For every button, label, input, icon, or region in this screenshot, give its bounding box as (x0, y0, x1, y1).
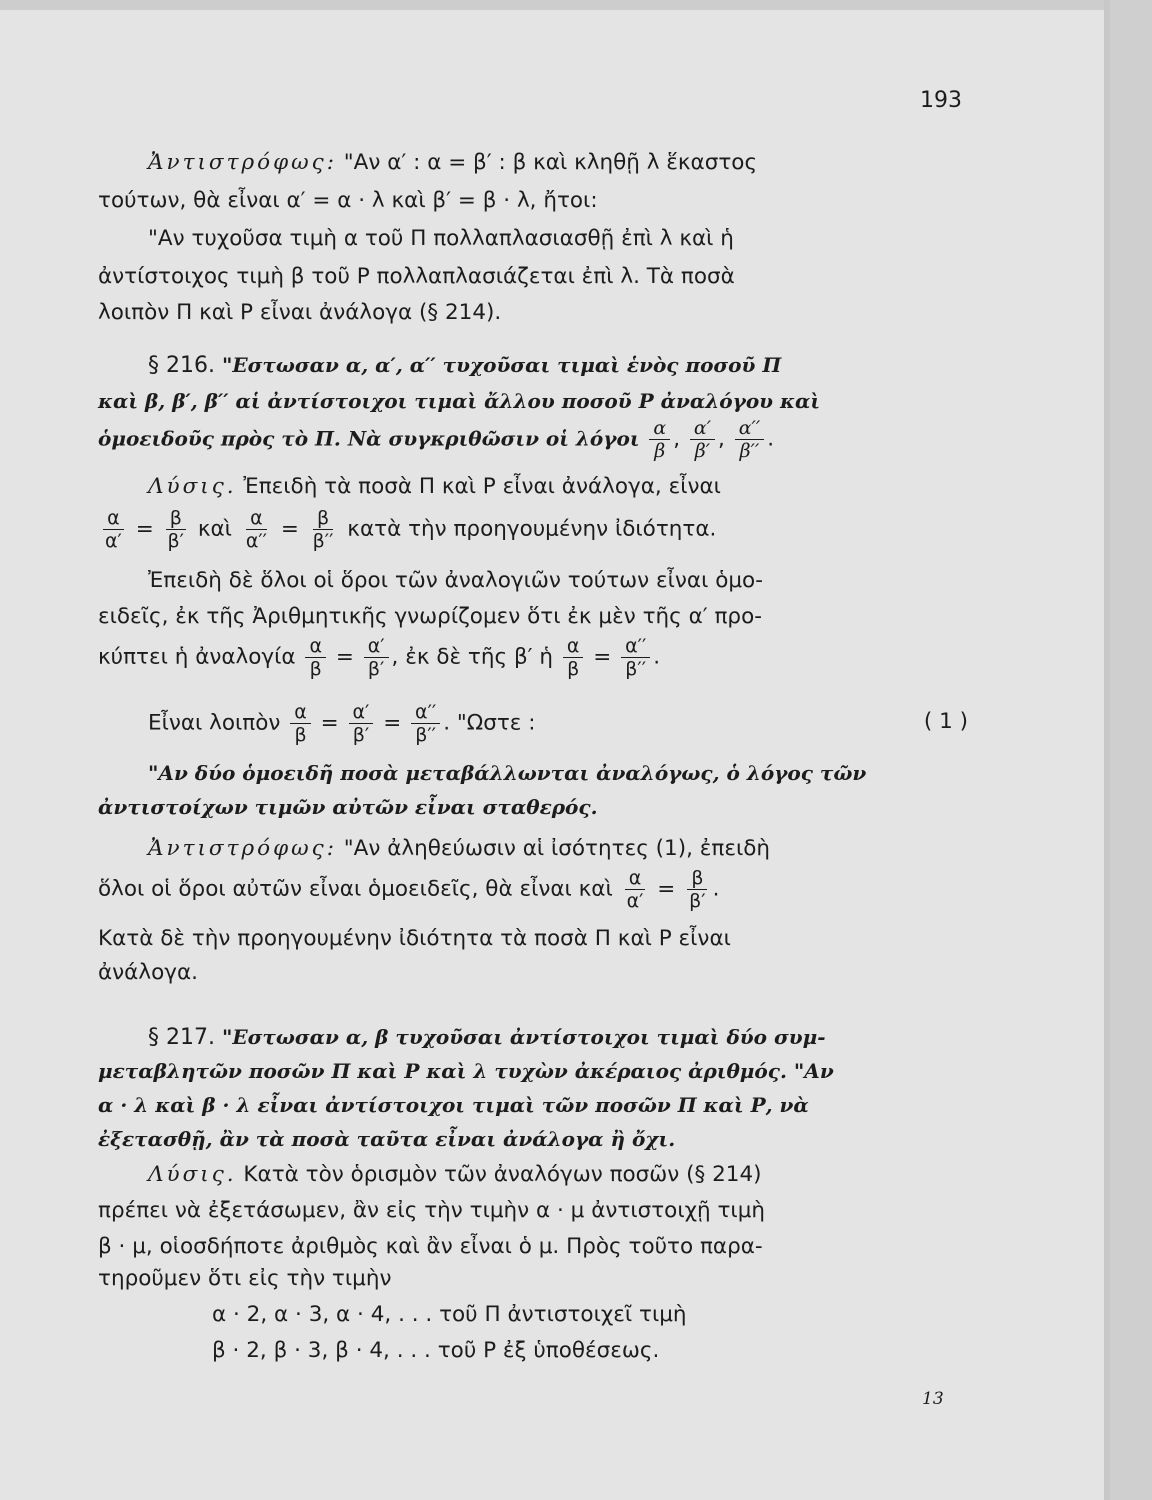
page-number: 193 (920, 88, 962, 113)
equals-sign: = (135, 516, 154, 542)
denominator: α′′ (245, 530, 267, 552)
line-text: , ἐκ δὲ τῆς β′ ἡ (391, 644, 554, 670)
section-number: § 216. (148, 353, 215, 378)
fraction (290, 702, 311, 745)
fraction (349, 702, 374, 745)
section-216-heading (148, 350, 781, 381)
text-line-28: τηροῦμεν ὅτι εἰς τὴν τιμὴν (98, 1266, 392, 1291)
inline-heading: Ἀντιστρόφως: (148, 150, 337, 175)
numerator: α′ (364, 636, 389, 658)
text-line-19: Κατὰ δὲ τὴν προηγουμένην ἰδιότητα τὰ ποσὰ Π καὶ Ρ εἶναι (98, 926, 731, 951)
fraction (735, 418, 764, 461)
numerator: β (687, 868, 707, 890)
section-statement: "Εστωσαν α, α′, α′′ τυχοῦσαι τιμαὶ ἑνὸς ποσοῦ Π (214, 353, 782, 377)
punctuation: . (712, 876, 720, 902)
text-line-4: ἀντίστοιχος τιμὴ β τοῦ Ρ πολλαπλασιάζεται ἐπὶ λ. Τὰ ποσὰ (98, 264, 735, 289)
denominator: β′ (689, 890, 706, 912)
denominator: β (654, 440, 666, 462)
equation-line-10 (98, 508, 716, 551)
inline-heading: Λύσις. (148, 474, 237, 499)
text-line-9 (148, 472, 721, 502)
text-line-17 (148, 834, 770, 864)
page-edge (1110, 0, 1152, 1500)
numerator: α (290, 702, 311, 724)
conjunction: καὶ (197, 516, 232, 542)
numerator: α′′ (411, 702, 440, 724)
numerator: α (563, 636, 584, 658)
page-top-shadow (0, 0, 1110, 10)
equation-line-18 (98, 868, 719, 911)
signature-folio: 13 (922, 1389, 944, 1409)
fraction (101, 508, 126, 551)
denominator: β′ (694, 440, 711, 462)
denominator: β′′ (625, 658, 647, 680)
text-line-8 (98, 418, 774, 461)
fraction (309, 508, 338, 551)
text-line-3: "Αν τυχοῦσα τιμὴ α τοῦ Π πολλαπλασιασθῇ ἐπὶ λ καὶ ἡ (148, 226, 734, 251)
denominator: β′ (367, 658, 385, 680)
theorem-line-16: ἀντιστοίχων τιμῶν αὐτῶν εἶναι σταθερός. (98, 795, 598, 819)
numerator: α′ (690, 418, 715, 440)
text-line-11: Ἐπειδὴ δὲ ὅλοι οἱ ὅροι τῶν ἀναλογιῶν τούτων εἶναι ὁμο- (148, 568, 763, 593)
section-statement: "Εστωσαν α, β τυχοῦσαι ἀντίστοιχοι τιμαὶ δύο συμ- (214, 1025, 826, 1049)
text-line-2: τούτων, θὰ εἶναι α′ = α · λ καὶ β′ = β · λ, ἤτοι: (98, 188, 598, 213)
denominator: β (294, 724, 307, 746)
text-line-26: πρέπει νὰ ἐξετάσωμεν, ἂν εἰς τὴν τιμὴν α · μ ἀντιστοιχῇ τιμὴ (98, 1198, 766, 1223)
denominator: β′′ (415, 724, 436, 746)
equation-line-14 (148, 702, 968, 745)
text-line-23: α · λ καὶ β · λ εἶναι ἀντίστοιχοι τιμαὶ τῶν ποσῶν Π καὶ Ρ, νὰ (98, 1093, 809, 1117)
fraction (649, 418, 670, 461)
denominator: β′′ (312, 530, 334, 552)
numerator: α (305, 636, 326, 658)
line-text: Εἶναι λοιπὸν (148, 710, 281, 736)
equals-sign: = (593, 644, 612, 670)
text-line-25 (148, 1160, 762, 1190)
numerator: α (625, 868, 646, 890)
equals-sign: = (320, 710, 339, 736)
fraction (164, 508, 188, 551)
punctuation: . (653, 644, 661, 670)
fraction (685, 868, 709, 911)
line-text: κύπτει ἡ ἀναλογία (98, 644, 296, 670)
fraction (364, 636, 389, 679)
separator: , (673, 426, 681, 452)
text-line-29: α · 2, α · 3, α · 4, . . . τοῦ Π ἀντιστοιχεῖ τιμὴ (212, 1302, 687, 1327)
numerator: β (166, 508, 186, 530)
denominator: α′ (105, 530, 122, 552)
fraction (411, 702, 440, 745)
line-text: κατὰ τὴν προηγουμένην ἰδιότητα. (347, 516, 717, 542)
numerator: α′ (349, 702, 374, 724)
denominator: β (309, 658, 322, 680)
numerator: β (313, 508, 333, 530)
line-text: ὅλοι οἱ ὅροι αὐτῶν εἶναι ὁμοειδεῖς, θὰ εἶναι καὶ (98, 876, 613, 902)
punctuation: . (767, 426, 775, 452)
numerator: α′′ (621, 636, 650, 658)
fraction (563, 636, 584, 679)
line-text: . "Ωστε : (443, 710, 536, 736)
line-text: "Αν ἀληθεύωσιν αἱ ἰσότητες (1), ἐπειδὴ (336, 836, 771, 861)
text-line-27: β · μ, οἱοσδήποτε ἀριθμὸς καὶ ἂν εἶναι ὁ μ. Πρὸς τοῦτο παρα- (98, 1234, 763, 1259)
numerator: α (246, 508, 267, 530)
text-line-1 (148, 148, 757, 178)
denominator: β′ (167, 530, 184, 552)
section-number: § 217. (148, 1025, 215, 1050)
text-line-20: ἀνάλογα. (98, 960, 198, 985)
fraction (242, 508, 271, 551)
separator: , (718, 426, 725, 452)
equals-sign: = (657, 876, 676, 902)
equals-sign: = (335, 644, 354, 670)
section-217-heading (148, 1022, 826, 1053)
equals-sign: = (280, 516, 299, 542)
theorem-line-15: "Αν δύο ὁμοειδῆ ποσὰ μεταβάλλωνται ἀναλόγως, ὁ λόγος τῶν (148, 761, 867, 785)
numerator: α (103, 508, 124, 530)
denominator: β′ (352, 724, 370, 746)
denominator: α′ (626, 890, 644, 912)
inline-heading: Λύσις. (148, 1162, 237, 1187)
equals-sign: = (383, 710, 402, 736)
equation-label: ( 1 ) (923, 709, 968, 734)
fraction (305, 636, 326, 679)
line-text: Κατὰ τὸν ὁρισμὸν τῶν ἀναλόγων ποσῶν (§ 214) (236, 1162, 762, 1187)
numerator: α (649, 418, 670, 440)
text-line-22: μεταβλητῶν ποσῶν Π καὶ Ρ καὶ λ τυχὼν ἀκέραιος ἀριθμός. "Αν (98, 1059, 834, 1083)
line-text: "Αν α′ : α = β′ : β καὶ κληθῇ λ ἕκαστος (336, 150, 758, 175)
text-line-30: β · 2, β · 3, β · 4, . . . τοῦ Ρ ἐξ ὑποθέσεως. (212, 1338, 660, 1363)
equation-line-13 (98, 636, 660, 679)
fraction (690, 418, 715, 461)
inline-heading: Ἀντιστρόφως: (148, 836, 337, 861)
line-text: Ἐπειδὴ τὰ ποσὰ Π καὶ Ρ εἶναι ἀνάλογα, εἶναι (236, 474, 721, 499)
numerator: α′′ (735, 418, 764, 440)
line-text: ὁμοειδοῦς πρὸς τὸ Π. Νὰ συγκριθῶσιν οἱ λόγοι (98, 426, 640, 451)
fraction (621, 636, 650, 679)
text-line-5: λοιπὸν Π καὶ Ρ εἶναι ἀνάλογα (§ 214). (98, 300, 502, 325)
text-line-7: καὶ β, β′, β′′ αἱ ἀντίστοιχοι τιμαὶ ἄλλου ποσοῦ Ρ ἀναλόγου καὶ (98, 389, 821, 413)
text-line-12: ειδεῖς, ἐκ τῆς Ἀριθμητικῆς γνωρίζομεν ὅτι ἐκ μὲν τῆς α′ προ- (98, 604, 762, 629)
fraction (623, 868, 648, 911)
denominator: β (567, 658, 580, 680)
text-line-24: ἐξετασθῇ, ἂν τὰ ποσὰ ταῦτα εἶναι ἀνάλογα ἢ ὄχι. (98, 1127, 676, 1151)
denominator: β′′ (739, 440, 760, 462)
